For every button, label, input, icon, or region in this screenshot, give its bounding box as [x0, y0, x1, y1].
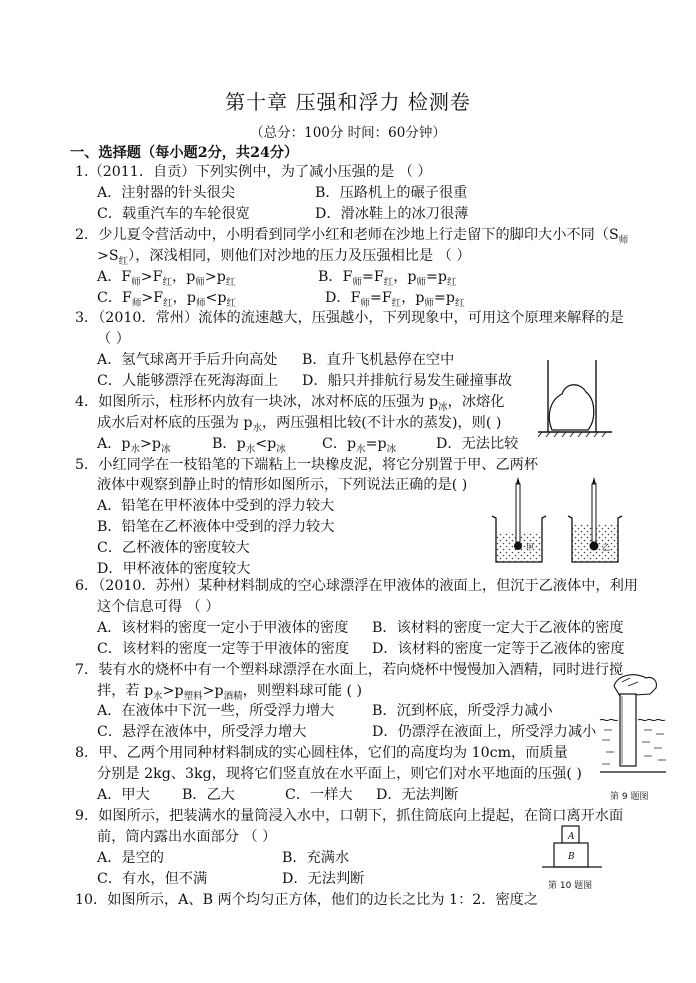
q8-option-b: B．乙大: [182, 787, 235, 803]
q4-option-c: C．$p_水=p_冰$: [322, 436, 397, 455]
stacked-cubes-figure: [540, 824, 610, 872]
q7-option-b: B．沉到杯底，所受浮力减小: [372, 703, 553, 719]
q6-option-a: A．该材料的密度一定小于甲液体的密度: [97, 620, 349, 636]
q3-option-c: C．人能够漂浮在死海海面上: [97, 373, 279, 389]
q6-option-c: C．该材料的密度一定等于甲液体的密度: [97, 641, 350, 657]
q3-stem-line2: （ ）: [97, 331, 130, 347]
q5-option-c: C．乙杯液体的密度较大: [97, 540, 250, 556]
q7-stem-line1: 7．装有水的烧杯中有一个塑料球漂浮在水面上，若向烧杯中慢慢加入酒精，同时进行搅: [75, 662, 624, 678]
ice-cup-figure: [536, 356, 616, 438]
q2-stem-line2: $>S_红$），深浅相同，则他们对沙地的压力及压强相比是 （ ）: [97, 248, 471, 267]
q9-option-c: C．有水，但不满: [97, 871, 208, 887]
q4-option-d: D．无法比较: [436, 436, 519, 452]
q6-option-d: D．该材料的密度一定等于乙液体的密度: [372, 641, 625, 657]
q8-option-a: A．甲大: [97, 787, 150, 803]
q1-stem: 1.（2011．自贡）下列实例中，为了减小压强的是 （ ）: [75, 164, 432, 180]
q4-option-a: A．$p_水>p_冰$: [97, 436, 171, 455]
q2-option-a: A．$F_师>F_红$，$p_师>p_红$: [97, 269, 236, 288]
figure-10-caption: 第 10 题图: [548, 881, 593, 891]
q7-stem-line2: 拌，若 $p_水>p_{塑料}>p_{酒精}$，则塑料球可能 ( ): [97, 683, 363, 702]
q4-stem-line2: 成水后对杯底的压强为 $p_水$，两压强相比较(不计水的蒸发)，则( ): [97, 415, 502, 434]
q1-option-d: D．滑冰鞋上的冰刀很薄: [315, 206, 469, 222]
beakers-pencil-figure: [490, 476, 625, 568]
cube-b-label: B: [568, 852, 575, 862]
q8-stem-line2: 分别是 2kg、3kg，现将它们竖直放在水平面上，则它们对水平地面的压强( ): [97, 766, 582, 782]
q2-option-d: D．$F_师=F_红$，$p_师=p_红$: [325, 290, 465, 309]
q3-option-a: A．氢气球离开手后升向高处: [97, 352, 278, 368]
q5-stem-line2: 液体中观察到静止时的情形如图所示，下列说法正确的是( ): [97, 477, 468, 493]
beaker-jia-label: 甲: [526, 543, 534, 552]
q1-option-c: C．载重汽车的车轮很宽: [97, 206, 250, 222]
q9-option-a: A．是空的: [97, 850, 164, 866]
q9-option-d: D．无法判断: [282, 871, 365, 887]
page-title: 第十章 压强和浮力 检测卷: [225, 90, 471, 114]
q10-stem-line1: 10．如图所示，A、B 两个均匀正方体，他们的边长之比为 1：2．密度之: [75, 892, 539, 908]
q2-option-c: C．$F_师>F_红$，$p_师<p_红$: [97, 290, 236, 309]
q3-stem-line1: 3．（2010．常州）流体的流速越大，压强越小，下列现象中，可用这个原理来解释的是: [75, 310, 624, 326]
q3-option-d: D．船只并排航行易发生碰撞事故: [302, 373, 513, 389]
q8-stem-line1: 8．甲、乙两个用同种材料制成的实心圆柱体，它们的高度均为 10cm，而质量: [75, 745, 568, 761]
q5-stem-line1: 5．小红同学在一枝铅笔的下端粘上一块橡皮泥，将它分别置于甲、乙两杯: [75, 457, 539, 473]
q8-option-c: C．一样大: [285, 787, 353, 803]
q2-option-b: B．$F_师=F_红$，$p_师=p_红$: [318, 269, 457, 288]
q9-option-b: B．充满水: [282, 850, 350, 866]
q2-stem-line1: 2．少儿夏令营活动中，小明看到同学小红和老师在沙地上行走留下的脚印大小不同（$S_师$: [75, 227, 629, 246]
q4-stem-line1: 4．如图所示，柱形杯内放有一块冰，冰对杯底的压强为 $p_冰$，冰熔化: [75, 394, 505, 413]
q3-option-b: B．直升飞机悬停在空中: [302, 352, 455, 368]
inverted-cylinder-figure: [600, 668, 670, 780]
q1-option-a: A．注射器的针头很尖: [97, 185, 235, 201]
page-subtitle: （总分：100分 时间：60分钟）: [250, 125, 446, 141]
q6-option-b: B．该材料的密度一定大于乙液体的密度: [372, 620, 624, 636]
q6-stem-line2: 这个信息可得 （ ）: [97, 599, 220, 615]
q5-option-d: D．甲杯液体的密度较大: [97, 561, 251, 577]
q9-stem-line2: 前，筒内露出水面部分 （ ）: [97, 829, 277, 845]
q7-option-a: A．在液体中下沉一些，所受浮力增大: [97, 703, 335, 719]
q4-option-b: B．$p_水<p_冰$: [212, 436, 286, 455]
q9-stem-line1: 9．如图所示，把装满水的量筒浸入水中，口朝下，抓住筒底向上提起，在筒口离开水面: [75, 808, 624, 824]
q1-option-b: B．压路机上的碾子很重: [315, 185, 468, 201]
q6-stem-line1: 6．（2010．苏州）某种材料制成的空心球漂浮在甲液体的液面上，但沉于乙液体中，利用: [75, 578, 638, 594]
q8-option-d: D．无法判断: [376, 787, 459, 803]
q7-option-c: C．悬浮在液体中，所受浮力增大: [97, 724, 307, 740]
section-heading: 一、选择题（每小题2分，共24分）: [70, 145, 299, 161]
q5-option-a: A．铅笔在甲杯液体中受到的浮力较大: [97, 498, 335, 514]
q5-option-b: B．铅笔在乙杯液体中受到的浮力较大: [97, 519, 335, 535]
q7-option-d: D．仍漂浮在液面上，所受浮力减小: [372, 724, 597, 740]
figure-9-caption: 第 9 题图: [610, 792, 649, 802]
cube-a-label: A: [568, 832, 575, 842]
beaker-yi-label: 乙: [602, 543, 610, 552]
